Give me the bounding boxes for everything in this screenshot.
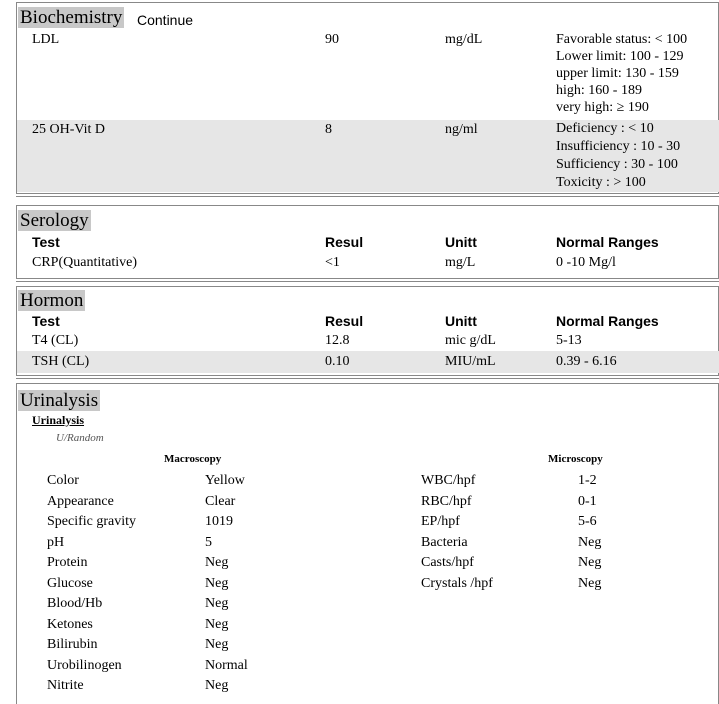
microscopy-item-value: Neg [578, 575, 602, 591]
urinalysis-title: Urinalysis [20, 390, 99, 411]
crp-test: CRP(Quantitative) [32, 255, 137, 270]
biochemistry-title: Biochemistry [20, 7, 123, 28]
macroscopy-item-name: Blood/Hb [47, 596, 103, 611]
ldl-range-3: high: 160 - 189 [556, 83, 642, 98]
macroscopy-item-value: 1019 [205, 514, 233, 529]
divider [16, 281, 719, 282]
crp-unit: mg/L [445, 255, 476, 270]
ldl-range-4: very high: ≥ 190 [556, 100, 649, 115]
microscopy-label: Microscopy [548, 453, 603, 465]
macroscopy-item-value: 5 [205, 534, 212, 550]
ldl-test: LDL [32, 32, 60, 47]
microscopy-item-value: 1-2 [578, 473, 597, 488]
vitd-unit: ng/ml [445, 122, 478, 137]
macroscopy-item-value: Neg [205, 616, 229, 632]
ldl-range-1: Lower limit: 100 - 129 [556, 49, 684, 64]
serology-header-test: Test [32, 234, 60, 250]
vitd-test: 25 OH-Vit D [32, 122, 106, 137]
macroscopy-item-value: Neg [205, 575, 229, 591]
microscopy-item-value: Neg [578, 534, 602, 550]
macroscopy-item-name: Specific gravity [47, 514, 137, 529]
hormon-header-range: Normal Ranges [556, 313, 659, 329]
hormon-title: Hormon [20, 290, 84, 311]
crp-range: 0 -10 Mg/l [556, 255, 616, 270]
continue-label: Continue [137, 12, 194, 28]
microscopy-item-name: Bacteria [421, 534, 468, 550]
ldl-result: 90 [325, 32, 339, 47]
macroscopy-item-name: pH [47, 534, 65, 550]
macroscopy-item-value: Neg [205, 596, 229, 611]
microscopy-item-value: 5-6 [578, 514, 597, 529]
microscopy-item-name: Casts/hpf [421, 555, 474, 570]
t4-result: 12.8 [325, 333, 350, 348]
divider [16, 378, 719, 379]
macroscopy-item-name: Bilirubin [47, 637, 98, 652]
crp-result: <1 [325, 255, 340, 270]
ldl-range-2: upper limit: 130 - 159 [556, 66, 679, 81]
t4-test: T4 (CL) [32, 333, 79, 348]
tsh-unit: MIU/mL [445, 354, 496, 369]
microscopy-item-value: 0-1 [578, 493, 597, 509]
microscopy-item-value: Neg [578, 555, 602, 570]
macroscopy-item-name: Protein [47, 555, 88, 570]
serology-header-unit: Unitt [445, 234, 477, 250]
ldl-range-0: Favorable status: < 100 [556, 32, 688, 47]
vitd-range-1: Insufficiency : 10 - 30 [556, 139, 681, 154]
divider [16, 196, 719, 197]
microscopy-item-name: WBC/hpf [421, 473, 476, 488]
tsh-range: 0.39 - 6.16 [556, 354, 617, 369]
macroscopy-item-value: Neg [205, 637, 229, 652]
ldl-unit: mg/dL [445, 32, 483, 47]
macroscopy-item-value: Yellow [205, 473, 245, 488]
vitd-range-3: Toxicity : > 100 [556, 175, 646, 190]
urinalysis-section [16, 383, 719, 704]
microscopy-item-name: RBC/hpf [421, 493, 472, 509]
t4-range: 5-13 [556, 333, 582, 348]
microscopy-item-name: EP/hpf [421, 514, 460, 529]
macroscopy-item-name: Glucose [47, 575, 93, 591]
macroscopy-label: Macroscopy [164, 453, 222, 465]
vitd-range-2: Sufficiency : 30 - 100 [556, 157, 678, 172]
macroscopy-item-value: Neg [205, 678, 229, 693]
hormon-header-result: Resul [325, 313, 364, 329]
sample-type: U/Random [56, 432, 104, 444]
macroscopy-item-name: Appearance [47, 493, 114, 509]
macroscopy-item-name: Color [47, 473, 79, 488]
serology-header-range: Normal Ranges [556, 234, 659, 250]
hormon-header-unit: Unitt [445, 313, 477, 329]
macroscopy-item-value: Clear [205, 493, 236, 509]
tsh-test: TSH (CL) [32, 354, 90, 369]
microscopy-item-name: Crystals /hpf [421, 575, 493, 591]
macroscopy-item-name: Urobilinogen [47, 657, 122, 673]
macroscopy-item-value: Normal [205, 657, 248, 673]
tsh-result: 0.10 [325, 354, 350, 369]
urinalysis-subtitle: Urinalysis [32, 413, 85, 427]
serology-title: Serology [20, 210, 89, 231]
vitd-result: 8 [325, 122, 332, 137]
t4-unit: mic g/dL [445, 333, 496, 348]
macroscopy-item-name: Ketones [47, 616, 93, 632]
serology-header-result: Resul [325, 234, 364, 250]
macroscopy-item-name: Nitrite [47, 678, 84, 693]
macroscopy-item-value: Neg [205, 555, 229, 570]
vitd-range-0: Deficiency : < 10 [556, 121, 654, 136]
hormon-header-test: Test [32, 313, 60, 329]
